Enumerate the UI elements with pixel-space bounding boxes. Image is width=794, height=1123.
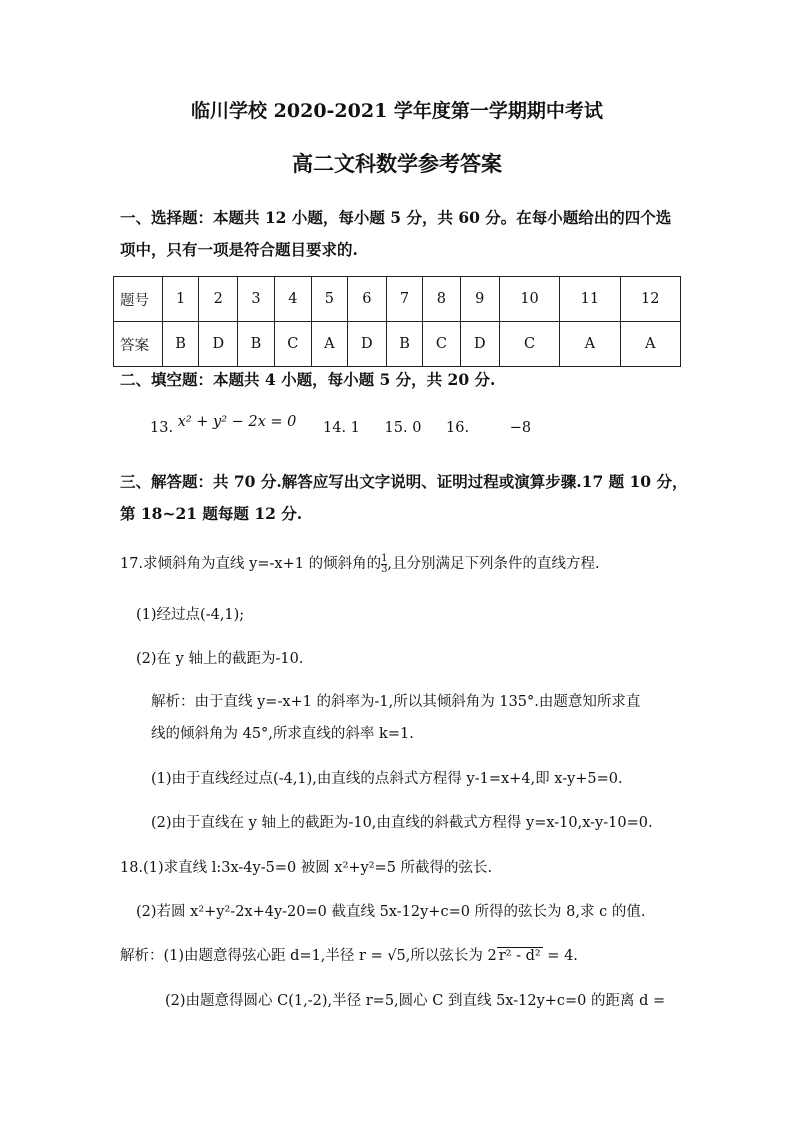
- q17-part2: (2)在 y 轴上的截距为-10.: [136, 651, 304, 667]
- table-cell: C: [274, 322, 312, 367]
- section2-header: 二、填空题：本题共 4 小题，每小题 5 分，共 20 分.: [120, 370, 496, 389]
- q18-stem-part1: 18.(1)求直线 l:3x-4y-5=0 被圆 x²+y²=5 所截得的弦长.: [120, 860, 493, 876]
- table-cell: A: [620, 322, 680, 367]
- q17-stem-a: 17.求倾斜角为直线 y=-x+1 的倾斜角的: [120, 556, 382, 572]
- q17-solution-part1: (1)由于直线经过点(-4,1),由直线的点斜式方程得 y-1=x+4,即 x-y+5=0.: [151, 771, 623, 787]
- q17-stem: [120, 552, 600, 575]
- section3-header-line2: 第 18~21 题每题 12 分.: [120, 504, 303, 523]
- section1-header-line2: 项中，只有一项是符合题目要求的.: [120, 240, 358, 259]
- q17-solution-line1: 解析：由于直线 y=-x+1 的斜率为-1,所以其倾斜角为 135°.由题意知所求直: [151, 694, 641, 710]
- table-cell: A: [560, 322, 620, 367]
- q16-answer: −8: [509, 420, 532, 436]
- fraction-numerator: 1: [381, 552, 388, 564]
- fraction-denominator: 3: [381, 563, 388, 575]
- section1-header-line1: 一、选择题：本题共 12 小题，每小题 5 分，共 60 分。在每小题给出的四个选: [120, 208, 672, 227]
- section3-header-line1: 三、解答题：共 70 分.解答应写出文字说明、证明过程或演算步骤.17 题 10 分，: [120, 472, 688, 491]
- q15-answer: 15. 0: [384, 420, 422, 436]
- table-cell: D: [347, 322, 386, 367]
- q17-solution-line2: 线的倾斜角为 45°,所求直线的斜率 k=1.: [151, 726, 414, 742]
- table-cell: 1: [163, 277, 199, 322]
- table-cell: 9: [460, 277, 499, 322]
- answer-key-title: 高二文科数学参考答案: [292, 151, 502, 176]
- table-cell: 3: [238, 277, 274, 322]
- table-cell: C: [423, 322, 461, 367]
- table-row-numbers: [114, 277, 681, 322]
- q17-part1: (1)经过点(-4,1);: [136, 607, 245, 623]
- q16-label: 16.: [446, 420, 470, 436]
- row-label-number: 题号: [114, 277, 163, 322]
- answer-table: [113, 276, 681, 367]
- table-cell: D: [460, 322, 499, 367]
- table-cell: 4: [274, 277, 312, 322]
- table-cell: 12: [620, 277, 680, 322]
- exam-title: 临川学校 2020-2021 学年度第一学期期中考试: [191, 100, 603, 122]
- table-row-answers: [114, 322, 681, 367]
- q18-solution-line2: (2)由题意得圆心 C(1,-2),半径 r=5,圆心 C 到直线 5x-12y+c=0 的距离 d =: [165, 993, 666, 1009]
- table-cell: A: [312, 322, 348, 367]
- q14-answer: 14. 1: [323, 420, 360, 436]
- table-cell: 10: [499, 277, 559, 322]
- table-cell: 5: [312, 277, 348, 322]
- q13-label: 13.: [150, 420, 174, 436]
- row-label-answer: 答案: [114, 322, 163, 367]
- q18-solution-a: 解析：(1)由题意得弦心距 d=1,半径 r = √5,所以弦长为 2: [120, 948, 497, 964]
- table-cell: B: [386, 322, 422, 367]
- fill-in-answers: [150, 414, 532, 436]
- table-cell: C: [499, 322, 559, 367]
- q17-solution-part2: (2)由于直线在 y 轴上的截距为-10,由直线的斜截式方程得 y=x-10,x-y-10=0.: [151, 815, 653, 831]
- table-cell: B: [163, 322, 199, 367]
- table-cell: 7: [386, 277, 422, 322]
- table-cell: 11: [560, 277, 620, 322]
- q17-stem-b: ,且分别满足下列条件的直线方程.: [387, 556, 600, 572]
- table-cell: D: [199, 322, 238, 367]
- q13-answer: x² + y² − 2x = 0: [177, 414, 297, 430]
- table-cell: 2: [199, 277, 238, 322]
- q18-stem-part2: (2)若圆 x²+y²-2x+4y-20=0 截直线 5x-12y+c=0 所得的弦长为 8,求 c 的值.: [136, 904, 646, 920]
- q18-solution-line1: [120, 944, 578, 965]
- sqrt-expression: r² - d²: [498, 948, 541, 964]
- table-cell: B: [238, 322, 274, 367]
- q18-solution-b: = 4.: [542, 948, 578, 964]
- table-cell: 8: [423, 277, 461, 322]
- table-cell: 6: [347, 277, 386, 322]
